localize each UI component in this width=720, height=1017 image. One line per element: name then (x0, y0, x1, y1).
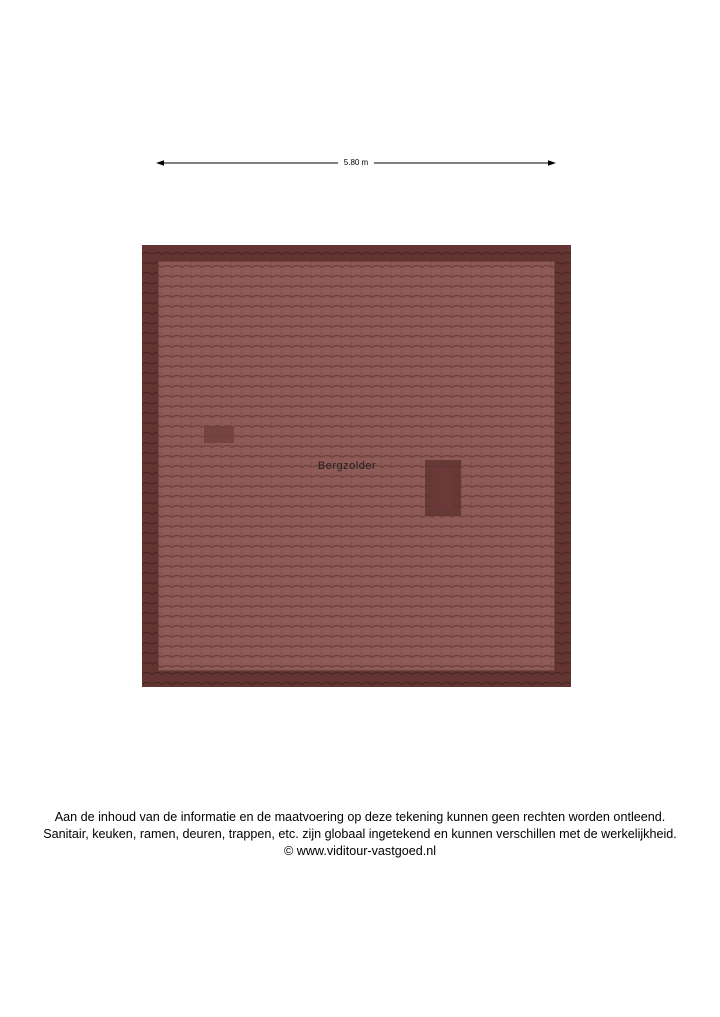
room-label: Bergzolder (317, 460, 377, 472)
chimney-mark (204, 426, 234, 443)
disclaimer-line-1: Aan de inhoud van de informatie en de maatvoering op deze tekening kunnen geen rechten worden ontleend. (54, 810, 666, 824)
roof-window (425, 460, 461, 516)
dimension-line (156, 156, 556, 170)
floor-plan (142, 245, 571, 687)
dimension-label: 5.80 m (338, 157, 374, 169)
disclaimer (0, 809, 720, 860)
disclaimer-line-2: Sanitair, keuken, ramen, deuren, trappen, etc. zijn globaal ingetekend en kunnen verschillen met de werkelijkheid. (43, 827, 677, 841)
disclaimer-copyright: © www.viditour-vastgoed.nl (283, 844, 437, 858)
